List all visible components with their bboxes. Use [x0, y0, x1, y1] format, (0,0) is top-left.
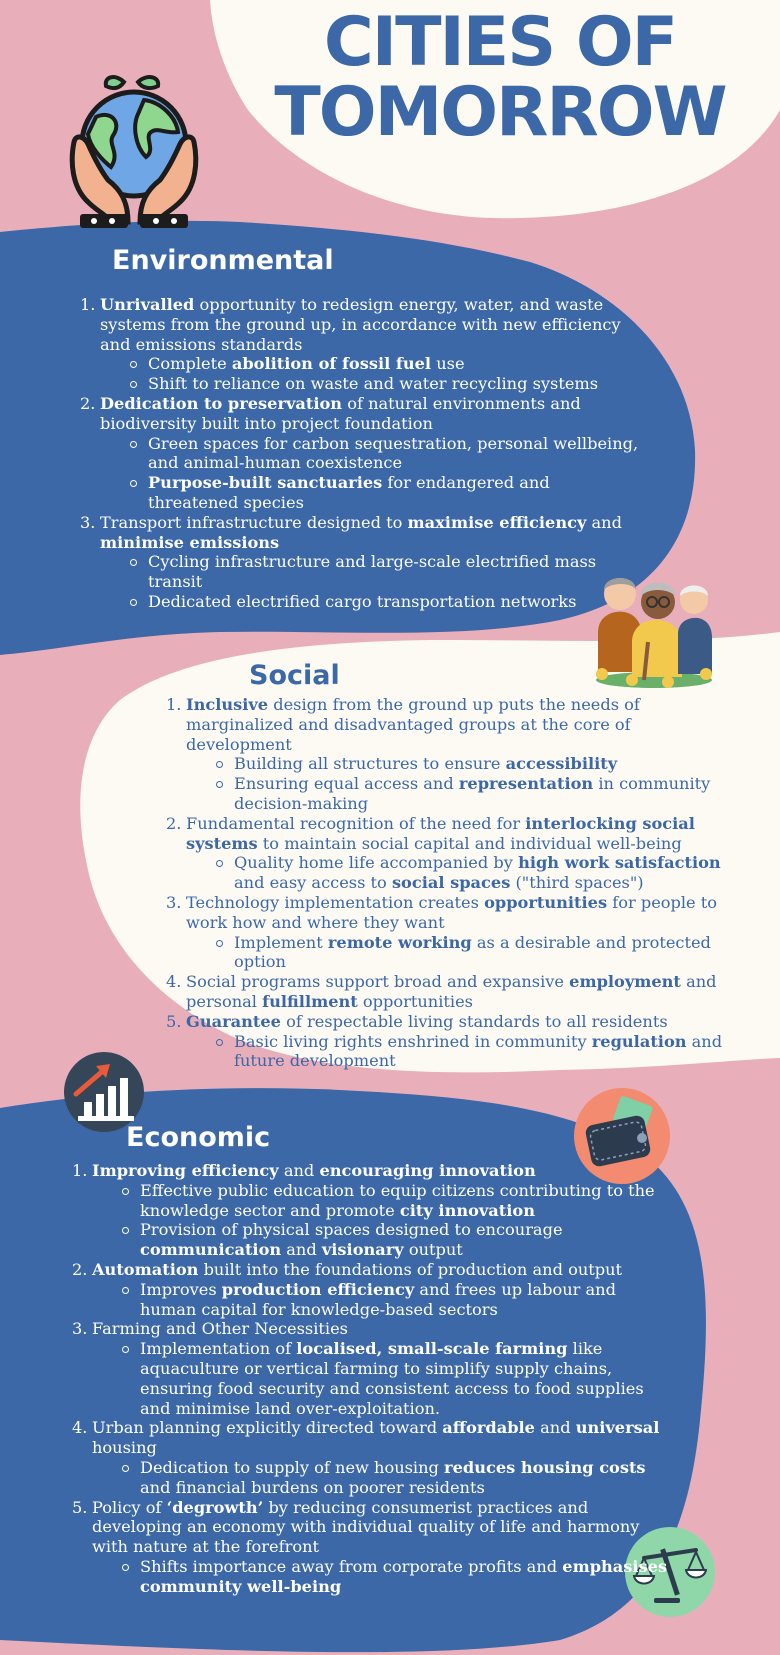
sub-list: [186, 853, 726, 893]
social-heading: Social: [249, 660, 340, 691]
list-number: 2.: [80, 393, 96, 413]
text-run: and future development: [234, 1031, 723, 1071]
bold-text: Unrivalled: [100, 295, 195, 314]
bold-text: maximise efficiency: [407, 512, 587, 532]
bold-text: employment: [569, 972, 681, 992]
list-number: 2.: [72, 1259, 88, 1279]
text-run: Quality home life accompanied by: [234, 853, 519, 873]
sub-list-item: [140, 1181, 672, 1221]
text-run: by reducing consumerist practices and developing an economy with individual quality of life and harmony with nature at the forefront: [92, 1497, 640, 1557]
list-item: [72, 1418, 672, 1497]
environmental-ordered-list: [80, 295, 640, 612]
list-number: 5.: [166, 1011, 182, 1031]
list-item-text: [100, 394, 581, 433]
text-run: Technology implementation creates: [186, 892, 485, 912]
text-run: use: [431, 354, 465, 374]
sub-list-item: [234, 853, 726, 893]
list-item: [166, 1012, 726, 1071]
text-run: Urban planning explicitly directed toward: [92, 1418, 443, 1438]
bold-text: Inclusive: [186, 695, 269, 714]
text-run: opportunities: [357, 991, 473, 1011]
bold-text: Dedication to preservation: [100, 393, 343, 413]
list-item: [166, 893, 726, 972]
sub-list-item: [148, 552, 640, 592]
bold-text: reduces housing costs: [444, 1457, 646, 1477]
bold-text: interlocking social systems: [186, 813, 695, 853]
text-run: and personal: [186, 972, 717, 1011]
text-run: Dedicated electrified cargo transportation networks: [148, 591, 577, 611]
text-run: Improves: [140, 1279, 222, 1299]
economic-ordered-list: [72, 1161, 672, 1597]
bold-text: universal: [575, 1418, 660, 1438]
sub-list-item: [148, 473, 640, 513]
economic-heading: Economic: [126, 1122, 271, 1153]
bold-text: minimise emissions: [100, 532, 280, 552]
text-run: built into the foundations of production and output: [198, 1259, 623, 1279]
bold-text: city innovation: [399, 1200, 535, 1220]
list-item-text: [186, 814, 695, 853]
sub-list-item: [234, 1032, 726, 1072]
list-item-text: [92, 1260, 622, 1279]
list-number: 3.: [72, 1319, 88, 1339]
text-run: and easy access to: [234, 873, 392, 893]
bold-text: affordable: [442, 1418, 535, 1438]
bold-text: accessibility: [505, 754, 618, 774]
list-number: 4.: [166, 972, 182, 992]
economic-list: [72, 1161, 672, 1597]
sub-list: [186, 1032, 726, 1072]
bold-text: encouraging innovation: [319, 1161, 536, 1180]
environmental-list: [80, 295, 640, 612]
bold-text: opportunities: [484, 892, 608, 912]
text-run: in community decision-making: [234, 774, 711, 813]
list-number: 2.: [166, 813, 182, 833]
bold-text: production efficiency: [221, 1279, 415, 1299]
text-run: Implement: [234, 932, 328, 952]
list-item-text: [186, 972, 717, 1011]
bold-text: visionary: [321, 1240, 404, 1260]
sub-list: [186, 933, 726, 973]
title-line-2: TOMORROW: [274, 73, 726, 152]
list-item: [80, 295, 640, 394]
earth-hands-icon: [66, 72, 206, 232]
bold-text: abolition of fossil fuel: [231, 354, 432, 374]
list-item-text: [100, 513, 622, 552]
bold-text: high work satisfaction: [518, 853, 721, 873]
list-item: [72, 1319, 672, 1418]
sub-list: [186, 754, 726, 813]
text-run: to maintain social capital and individual well-being: [257, 833, 682, 853]
list-item-text: [186, 695, 640, 754]
sub-list: [92, 1181, 672, 1260]
bold-text: regulation: [591, 1031, 687, 1051]
text-run: for endangered and threatened species: [148, 473, 550, 512]
sub-list: [100, 354, 640, 394]
text-run: Transport infrastructure designed to: [100, 512, 408, 532]
list-number: 3.: [80, 512, 96, 532]
text-run: of natural environments and biodiversity built into project foundation: [100, 393, 581, 433]
text-run: Building all structures to ensure: [234, 754, 506, 774]
text-run: of respectable living standards to all residents: [280, 1011, 668, 1031]
sub-list-item: [140, 1280, 672, 1320]
text-run: Fundamental recognition of the need for: [186, 813, 526, 833]
title-line-1: CITIES OF: [323, 3, 677, 82]
bold-text: emphasises community well-being: [140, 1556, 668, 1596]
list-number: 1.: [72, 1161, 88, 1180]
text-run: Shift to reliance on waste and water recycling systems: [148, 374, 599, 394]
page-title: [250, 3, 750, 152]
bold-text: Improving efficiency: [92, 1161, 279, 1180]
bold-text: ‘degrowth’: [166, 1497, 264, 1517]
text-run: Shifts importance away from corporate profits and: [140, 1556, 563, 1576]
list-number: 4.: [72, 1418, 88, 1438]
text-run: and: [278, 1161, 320, 1180]
list-item-text: [186, 893, 717, 932]
sub-list-item: [140, 1557, 672, 1597]
list-item: [72, 1161, 672, 1260]
environmental-heading: Environmental: [112, 245, 334, 276]
text-run: Green spaces for carbon sequestration, personal wellbeing, and animal-human coexistence: [148, 433, 639, 473]
text-run: Farming and Other Necessities: [92, 1319, 348, 1339]
sub-list-item: [148, 354, 640, 374]
bold-text: Purpose-built sanctuaries: [148, 473, 383, 493]
list-item: [72, 1260, 672, 1319]
list-item: [80, 513, 640, 612]
text-run: opportunity to redesign energy, water, and waste systems from the ground up, in accordance with new efficiency and emissions standards: [100, 295, 621, 354]
sub-list: [92, 1458, 672, 1498]
text-run: like aquaculture or vertical farming to simplify supply chains, ensuring food security and consistent access to food supplies and minimise land over-exploitation.: [140, 1339, 644, 1418]
list-number: 1.: [166, 695, 182, 714]
list-item-text: [92, 1418, 659, 1457]
sub-list-item: [234, 933, 726, 973]
text-run: and: [534, 1418, 576, 1438]
list-item: [80, 394, 640, 513]
list-item-text: [100, 295, 621, 354]
text-run: and: [281, 1240, 322, 1260]
list-item-text: [92, 1161, 536, 1180]
text-run: Implementation of: [140, 1339, 297, 1359]
bold-text: remote working: [327, 932, 472, 952]
sub-list-item: [148, 434, 640, 474]
text-run: Basic living rights enshrined in community: [234, 1031, 592, 1051]
text-run: Complete: [148, 354, 232, 374]
sub-list-item: [140, 1458, 672, 1498]
list-number: 3.: [166, 892, 182, 912]
sub-list-item: [140, 1339, 672, 1418]
bold-text: representation: [458, 774, 594, 794]
text-run: housing: [92, 1438, 157, 1458]
list-item-text: [92, 1498, 639, 1557]
text-run: Provision of physical spaces designed to encourage: [140, 1220, 563, 1240]
text-run: Policy of: [92, 1497, 167, 1517]
sub-list-item: [140, 1220, 672, 1260]
sub-list-item: [148, 374, 640, 394]
list-item: [72, 1498, 672, 1597]
text-run: design from the ground up puts the needs of marginalized and disadvantaged groups at the core of development: [186, 695, 640, 754]
sub-list-item: [148, 592, 640, 612]
text-run: Ensuring equal access and: [234, 774, 459, 794]
text-run: as a desirable and protected option: [234, 932, 711, 972]
text-run: Dedication to supply of new housing: [140, 1457, 445, 1477]
list-item: [166, 814, 726, 893]
text-run: Effective public education to equip citizens contributing to the knowledge sector and promote: [140, 1180, 655, 1220]
list-item-text: [186, 1012, 668, 1031]
sub-list: [100, 434, 640, 513]
sub-list-item: [234, 754, 726, 774]
text-run: and frees up labour and human capital for knowledge-based sectors: [140, 1279, 616, 1319]
bold-text: localised, small-scale farming: [296, 1339, 568, 1359]
list-item-text: [92, 1319, 348, 1338]
bold-text: Automation: [92, 1259, 199, 1279]
social-ordered-list: [166, 695, 726, 1071]
bold-text: fulfillment: [262, 991, 358, 1011]
text-run: Cycling infrastructure and large-scale electrified mass transit: [148, 552, 597, 592]
text-run: ("third spaces"): [510, 873, 644, 893]
sub-list-item: [234, 774, 726, 814]
text-run: and: [586, 512, 622, 532]
bold-text: social spaces: [391, 873, 511, 893]
sub-list: [92, 1339, 672, 1418]
social-list: [166, 695, 726, 1071]
sub-list: [92, 1557, 672, 1597]
list-number: 1.: [80, 295, 96, 314]
sub-list: [100, 552, 640, 611]
list-item: [166, 695, 726, 814]
text-run: output: [403, 1240, 463, 1260]
text-run: and financial burdens on poorer residents: [140, 1477, 485, 1497]
bold-text: Guarantee: [186, 1011, 281, 1031]
list-number: 5.: [72, 1497, 88, 1517]
text-run: for people to work how and where they want: [186, 892, 718, 932]
text-run: Social programs support broad and expansive: [186, 972, 570, 992]
sub-list: [92, 1280, 672, 1320]
list-item: [166, 972, 726, 1012]
bold-text: communication: [140, 1240, 282, 1260]
